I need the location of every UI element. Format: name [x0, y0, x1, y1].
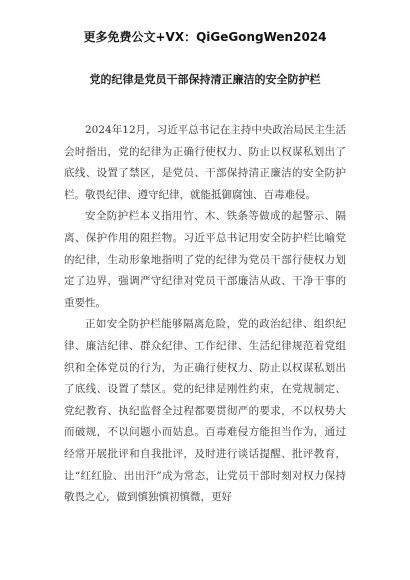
paragraph: 正如安全防护栏能够隔离危险，党的政治纪律、组织纪律、廉洁纪律、群众纪律、工作纪律、生活纪律规范着党组织和全体党员的行为，为正确行使权力、防止以权谋私划出了底线、设置了禁区。党的纪律是刚性约束，在党规制定、党纪教育、执纪监督全过程都要贯彻严的要求，不以权势大而破规，不以问题小而姑息。百毒难侵方能担当作为，通过经常开展批评和自我批评，及时进行谈话提醒、批评教育，让“红红脸、出出汗”成为常态，让党员干部时刻对权力保持敬畏之心，做到慎独慎初慎微，更好: [64, 318, 346, 504]
document-title: 党的纪律是党员干部保持清正廉洁的安全防护栏: [89, 73, 321, 86]
page-header: 更多免费公文+VX：QiGeGongWen2024: [83, 30, 327, 44]
paragraph: 安全防护栏本义指用竹、木、铁条等做成的起警示、隔离、保护作用的阻拦物。习近平总书记用安全防护栏比喻党的纪律，生动形象地指明了党的纪律为党员干部行使权力划定了边界，强调严守纪律对党员干部廉洁从政、干净干事的重要性。: [64, 210, 346, 309]
paragraph: 2024年12月，习近平总书记在主持中央政治局民主生活会时指出，党的纪律为正确行使权力、防止以权谋私划出了底线、设置了禁区，是党员、干部保持清正廉洁的安全防护栏。敬畏纪律、遵守纪律，就能抵御腐蚀、百毒难侵。: [64, 124, 346, 201]
document-body: [64, 120, 346, 509]
